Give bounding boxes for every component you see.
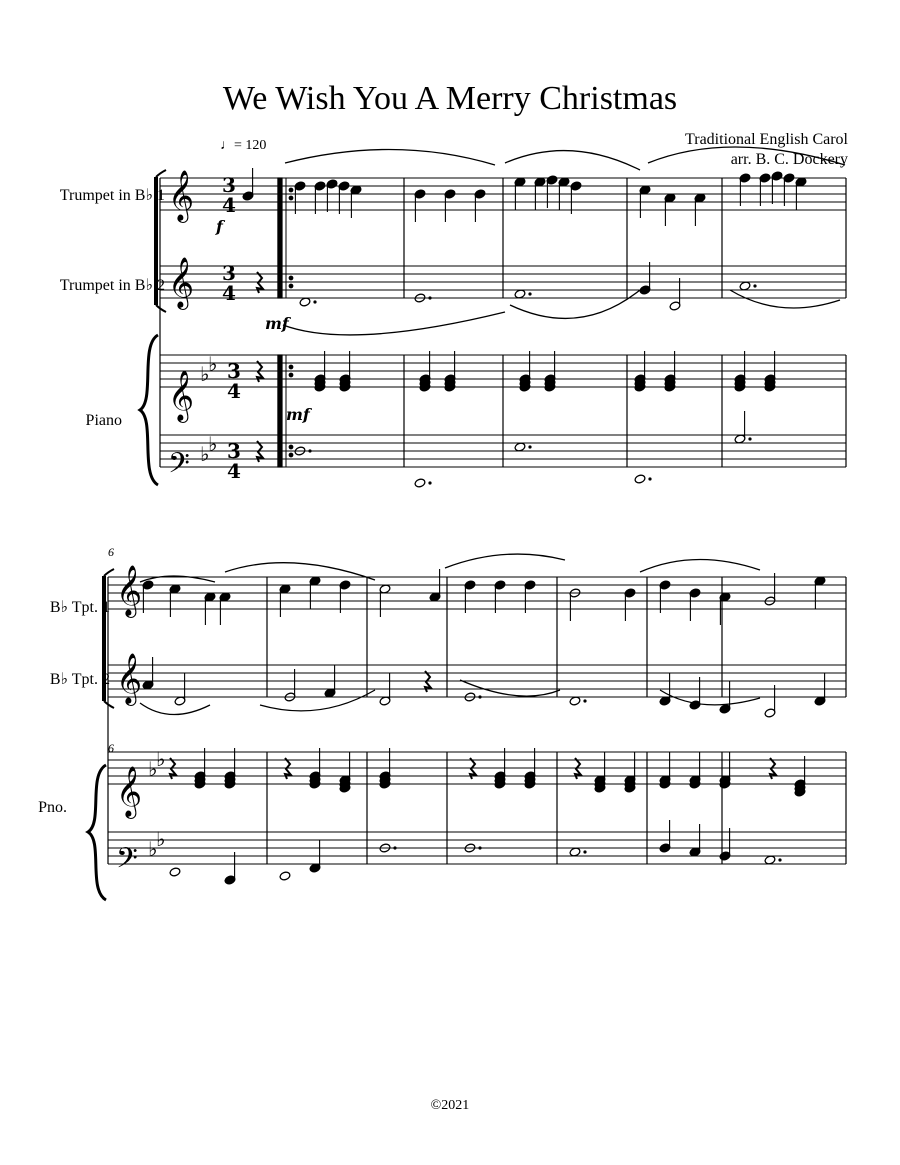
label-pno: Pno. xyxy=(38,799,67,816)
barlines xyxy=(108,178,846,864)
tempo-value: = 120 xyxy=(234,138,267,153)
dot xyxy=(778,858,781,861)
repeat-dot xyxy=(289,196,293,200)
treble-clef-icon: 𝄞 xyxy=(168,257,195,308)
notehead xyxy=(414,478,426,488)
notehead xyxy=(634,474,646,484)
notehead xyxy=(169,867,181,877)
system1-brackets xyxy=(140,170,166,485)
dot xyxy=(528,445,531,448)
key-signatures xyxy=(148,352,217,861)
dot xyxy=(583,850,586,853)
time-signatures xyxy=(222,173,241,483)
label-tpt-1: B♭ Tpt. 1 xyxy=(49,599,110,616)
flat-icon: ♭ xyxy=(148,837,158,861)
treble-clef-icon: 𝄞 xyxy=(116,565,143,616)
svg-text:4: 4 xyxy=(222,281,236,305)
flat-icon: ♭ xyxy=(148,757,158,781)
dot xyxy=(393,846,396,849)
repeat-dot xyxy=(289,276,293,280)
brace-piano xyxy=(140,335,158,485)
dot xyxy=(428,481,431,484)
svg-text:3: 3 xyxy=(222,173,236,197)
svg-text:3: 3 xyxy=(222,261,236,285)
dynamic-forte: f xyxy=(216,217,223,236)
flat-icon: ♭ xyxy=(200,442,210,466)
copyright: ©2021 xyxy=(430,1098,470,1113)
repeat-dot xyxy=(289,365,293,369)
system2-brackets xyxy=(88,569,114,900)
repeat-dot xyxy=(289,453,293,457)
repeat-dot xyxy=(289,445,293,449)
bass-clef-icon: 𝄢 xyxy=(116,842,138,882)
repeat-dot xyxy=(289,188,293,192)
staff-lines xyxy=(108,178,846,864)
score-title: We Wish You A Merry Christmas xyxy=(222,80,678,117)
treble-clef-icon: 𝄞 xyxy=(168,170,195,221)
dot xyxy=(648,477,651,480)
repeat-dot xyxy=(289,373,293,377)
bass-clef-icon: 𝄢 xyxy=(168,447,190,487)
dot xyxy=(528,292,531,295)
measure-number: 6 xyxy=(108,741,114,755)
composer-line-2: arr. B. C. Dockery xyxy=(730,151,848,168)
treble-clef-icon: 𝄞 xyxy=(116,653,143,704)
dot xyxy=(478,846,481,849)
composer-line-1: Traditional English Carol xyxy=(685,131,848,148)
brace-piano-2 xyxy=(88,765,106,900)
dynamic-mezzo-forte: mf xyxy=(286,405,310,424)
repeat-barline xyxy=(278,178,282,298)
repeat-barline xyxy=(278,355,282,467)
flat-icon: ♭ xyxy=(156,747,166,771)
flat-icon: ♭ xyxy=(208,352,218,376)
treble-clef-icon: 𝄞 xyxy=(168,370,195,421)
svg-text:4: 4 xyxy=(222,193,236,217)
slurs xyxy=(140,147,845,715)
dot xyxy=(748,437,751,440)
svg-text:3: 3 xyxy=(227,359,241,383)
dot xyxy=(308,449,311,452)
svg-text:4: 4 xyxy=(227,459,241,483)
label-trumpet-1: Trumpet in B♭ 1 xyxy=(59,187,165,204)
svg-text:4: 4 xyxy=(227,379,241,403)
dot xyxy=(478,695,481,698)
label-tpt-2: B♭ Tpt. 2 xyxy=(49,671,110,688)
dot xyxy=(313,300,316,303)
label-piano: Piano xyxy=(85,412,122,429)
treble-clef-icon: 𝄞 xyxy=(116,766,143,817)
flat-icon: ♭ xyxy=(156,827,166,851)
dot xyxy=(428,296,431,299)
measure-number: 6 xyxy=(108,545,114,559)
flat-icon: ♭ xyxy=(200,362,210,386)
dot xyxy=(583,699,586,702)
flat-icon: ♭ xyxy=(208,432,218,456)
dot xyxy=(753,284,756,287)
svg-text:3: 3 xyxy=(227,439,241,463)
notehead xyxy=(279,871,291,881)
label-trumpet-2: Trumpet in B♭ 2 xyxy=(59,277,165,294)
quarter-note-icon: ♩ xyxy=(220,138,234,153)
repeat-dot xyxy=(289,284,293,288)
notes xyxy=(142,168,826,885)
dynamic-mezzo-forte: mf xyxy=(265,314,289,333)
